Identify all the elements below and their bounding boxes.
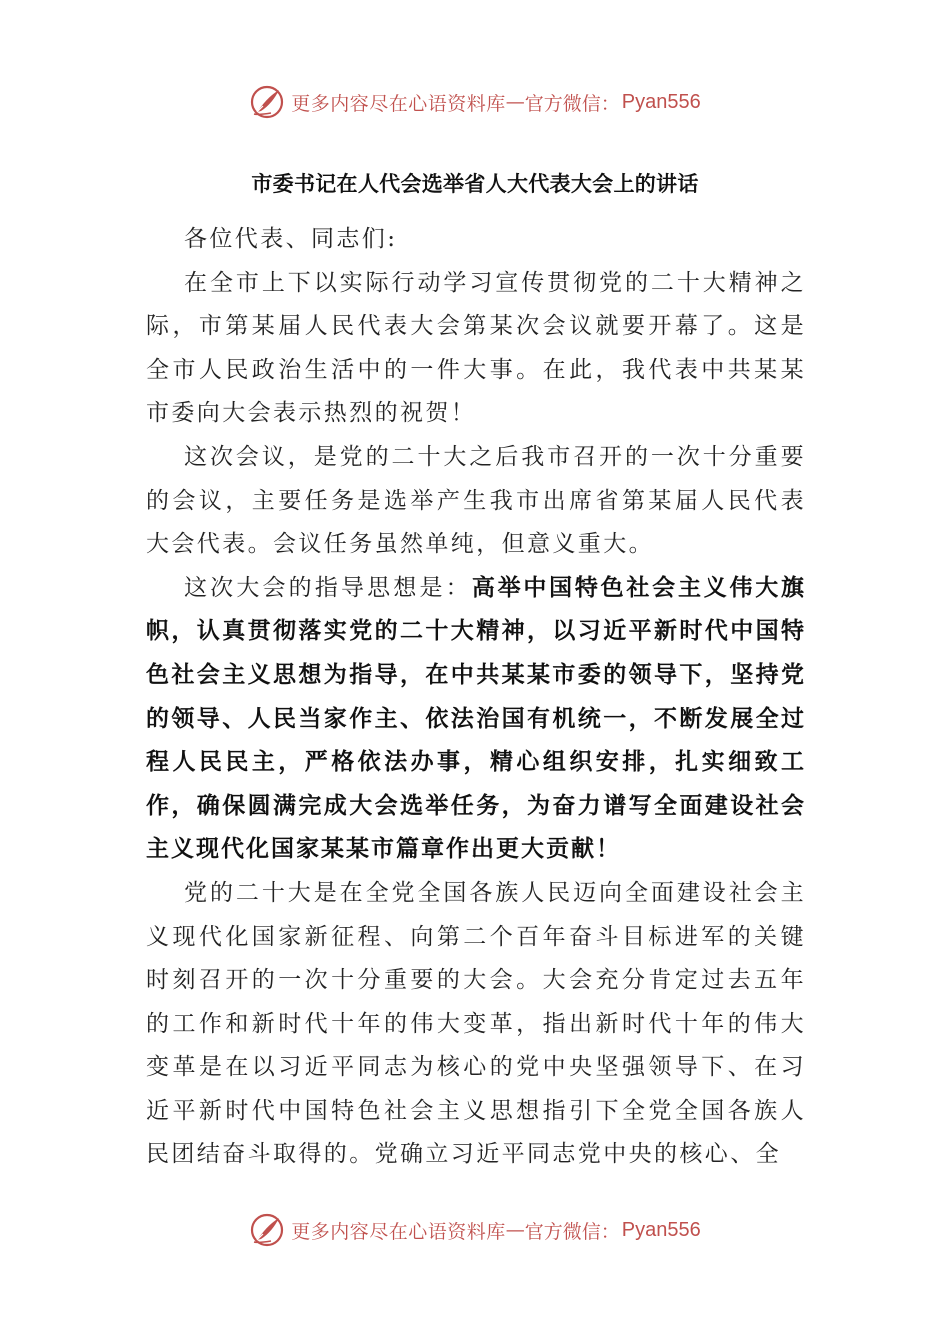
header-banner xyxy=(0,82,950,122)
document-body xyxy=(146,218,806,1177)
quill-pen-logo-icon xyxy=(249,84,285,120)
banner-dash: — xyxy=(505,91,525,113)
paragraph-3 xyxy=(146,567,806,872)
paragraph-4: 党的二十大是在全党全国各族人民迈向全面建设社会主义现代化国家新征程、向第二个百年奋斗目标进军的关键时刻召开的一次十分重要的大会。大会充分肯定过去五年的工作和新时代十年的伟大变革，指出新时代十年的伟大变革是在以习近平同志为核心的党中央坚强领导下、在习近平新时代中国特色社会主义思想指引下全党全国各族人民团结奋斗取得的。党确立习近平同志党中央的核心、全 xyxy=(146,879,806,1168)
banner-wechat-id: Pyan556 xyxy=(621,1218,701,1241)
banner-text: 更多内容尽在心语资料库 xyxy=(291,92,506,115)
paragraph-1: 在全市上下以实际行动学习宣传贯彻党的二十大精神之际，市第某届人民代表大会第某次会议就要开幕了。这是全市人民政治生活中的一件大事。在此，我代表中共某某市委向大会表示热烈的祝贺！ xyxy=(146,269,806,427)
quill-pen-logo-icon xyxy=(249,1212,285,1248)
banner-official-label: 官方微信： xyxy=(524,92,620,115)
footer-banner xyxy=(0,1210,950,1250)
banner-wechat-id: Pyan556 xyxy=(621,90,701,113)
paragraph-3-lead: 这次大会的指导思想是： xyxy=(184,574,472,601)
banner-text: 更多内容尽在心语资料库 xyxy=(291,1220,506,1243)
banner-dash: — xyxy=(505,1219,525,1241)
salutation: 各位代表、同志们: xyxy=(184,226,398,252)
paragraph-3-bold: 高举中国特色社会主义伟大旗帜，认真贯彻落实党的二十大精神，以习近平新时代中国特色社会主义思想为指导，在中共某某市委的领导下，坚持党的领导、人民当家作主、依法治国有机统一，不断发展全过程人民民主，严格依法办事，精心组织安排，扎实细致工作，确保圆满完成大会选举任务，为奋力谱写全面建设社会主义现代化国家某某市篇章作出更大贡献！ xyxy=(146,574,807,863)
paragraph-2: 这次会议，是党的二十大之后我市召开的一次十分重要的会议，主要任务是选举产生我市出席省第某届人民代表大会代表。会议任务虽然单纯，但意义重大。 xyxy=(146,443,806,558)
document-title: 市委书记在人代会选举省人大代表大会上的讲话 xyxy=(251,172,699,196)
banner-official-label: 官方微信： xyxy=(524,1220,620,1243)
